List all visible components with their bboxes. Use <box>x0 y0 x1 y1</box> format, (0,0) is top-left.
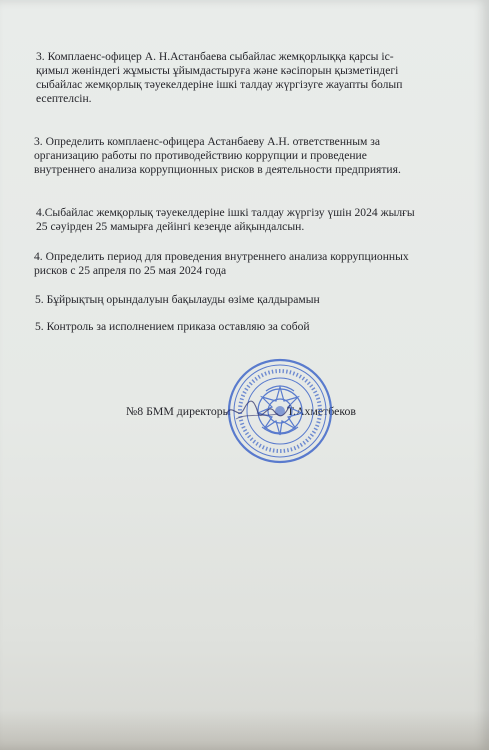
paragraph-4-ru: 4. Определить период для проведения внутреннего анализа коррупционных рисков с 25 апреля по 25 мая 2024 года <box>34 250 409 277</box>
paragraph-5-kz: 5. Бұйрықтың орындалуын бақылауды өзіме қалдырамын <box>35 293 320 306</box>
paragraph-4-kz: 4.Сыбайлас жемқорлық тәуекелдеріне ішкі талдау жүргізу үшін 2024 жылғы 25 сәуірден 25 мамырға дейінгі кезеңде айқындалсын. <box>36 206 415 233</box>
signatory-title: №8 БММ директоры <box>126 404 231 418</box>
paragraph-3-ru: 3. Определить комплаенс-офицера Астанбаеву А.Н. ответственным за организацию работы по противодействию коррупции и проведение внутреннего анализа коррупционных рисков в деятельности предприятия. <box>34 135 401 176</box>
paragraph-5-ru: 5. Контроль за исполнением приказа оставляю за собой <box>35 320 310 333</box>
signatory-name: Т.Ахметбеков <box>287 404 356 418</box>
paragraph-3-kz: 3. Комплаенс-офицер А. Н.Астанбаева сыбайлас жемқорлыққа қарсы іс- қимыл жөніндегі жұмысты ұйымдастыруға және кәсіпорын қызметіндегі сыбайлас жемқорлық тәуекелдеріне ішкі талдау жүргізуге жауапты болып есептелсін. <box>36 50 403 105</box>
handwritten-signature-icon <box>222 395 292 425</box>
